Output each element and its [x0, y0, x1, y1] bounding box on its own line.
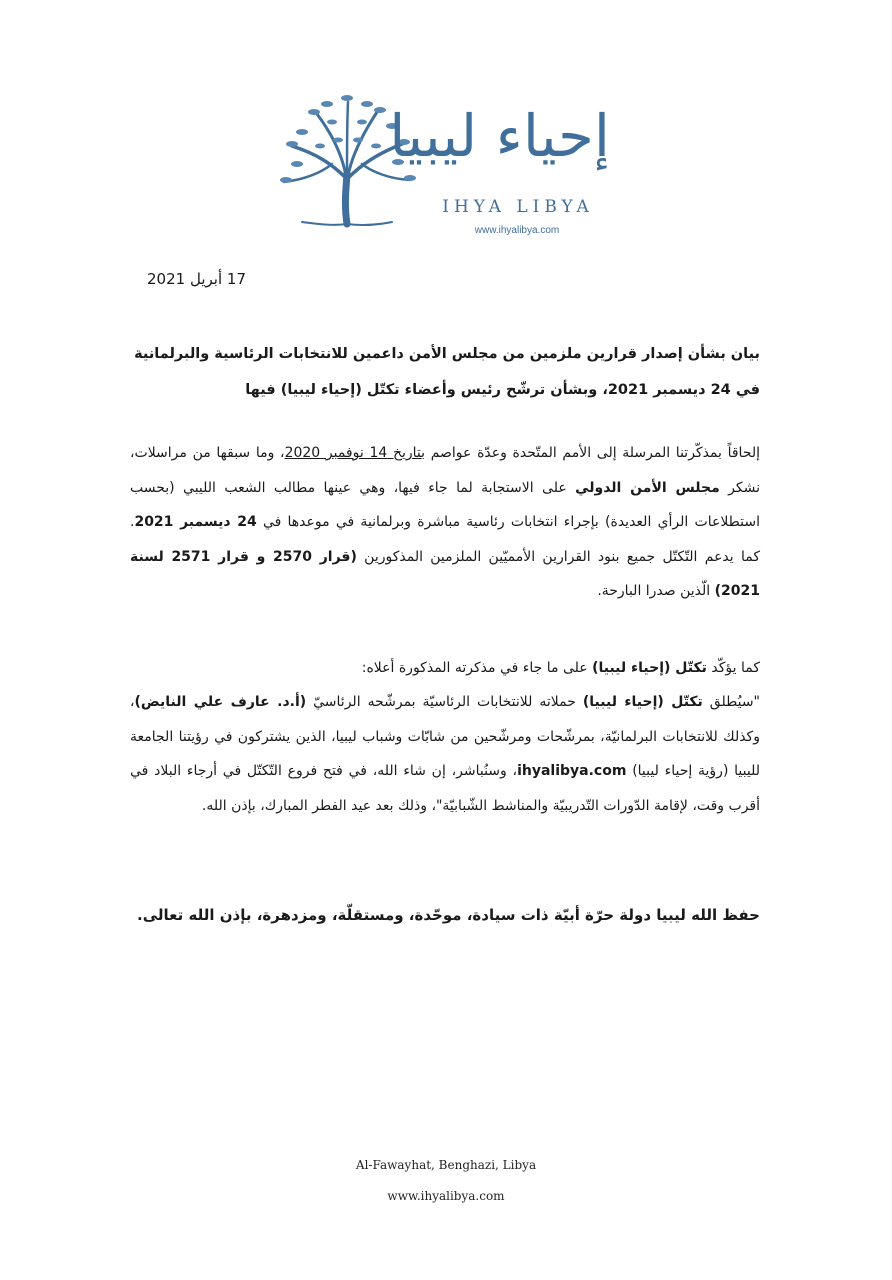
p3-text: "سيُطلق [702, 694, 760, 710]
p1-text: إلحاقاً بمذكّرتنا المرسلة إلى الأمم المتّحدة وعدّة عواصم [425, 445, 761, 461]
p1-date-underlined: بتاريخ 14 نوفمبر 2020 [284, 445, 426, 461]
p1-text: الّذين صدرا البارحة. [597, 583, 715, 599]
p1-election-date: 24 ديسمبر 2021 [134, 514, 257, 530]
p2-text: على ما جاء في مذكرته المذكورة أعلاه: [361, 660, 593, 676]
p3-bloc-name: تكتّل (إحياء ليبيا) [582, 694, 703, 710]
ihya-libya-logo [272, 84, 622, 244]
paragraph-2 [130, 651, 760, 686]
p1-text: ، وما سبقها من مراسلات، نشكر [130, 445, 760, 496]
p3-text: ، وسنُباشر، إن شاء الله، في فتح فروع التّكتّل في أرجاء البلاد في أقرب وقت، لإقامة الدّورات التّدريبيّة والمناشط الشّبابيّة"، وذلك بعد عيد الفطر المبارك، بإذن الله. [130, 763, 760, 814]
logo-arabic-name: إحياء ليبيا [389, 102, 610, 170]
p1-resolutions: (قرار 2570 و قرار 2571 لسنة 2021) [130, 548, 760, 599]
footer-address: Al-Fawayhat, Benghazi, Libya [355, 1158, 537, 1172]
footer-website[interactable]: www.ihyalibya.com [387, 1189, 505, 1203]
closing-statement: حفظ الله ليبيا دولة حرّة أبيّة ذات سيادة، موحّدة، ومستقلّة، ومزدهرة، بإذن الله تعالى. [137, 906, 760, 924]
p3-text: ، وكذلك للانتخابات البرلمانيّة، بمرشّحات ومرشّحين من شابّات وشباب ليبيا، الذين يشتركون في رؤيتنا الجامعة لليبيا (رؤية إحياء ليبيا) [130, 694, 761, 779]
p1-text: على الاستجابة لما جاء فيها، وهي عينها مطالب الشعب الليبي (بحسب استطلاعات الرأي العديدة) بإجراء انتخابات رئاسية مباشرة وبرلمانية في موعدها في [130, 479, 761, 530]
p3-website-link[interactable]: ihyalibya.com [517, 763, 627, 779]
p2-bloc-name: تكتّل (إحياء ليبيا) [592, 660, 707, 676]
letter-date: 17 أبريل 2021 [147, 270, 246, 288]
p3-candidate-name: (أ.د. عارف علي النايض) [134, 694, 307, 710]
logo-url: www.ihyalibya.com [474, 225, 560, 236]
p1-security-council: مجلس الأمن الدولي [575, 479, 720, 496]
p2-text: كما يؤكّد [706, 660, 760, 676]
logo-english-name: IHYA LIBYA [442, 197, 594, 217]
p3-text: حملاته للانتخابات الرئاسيّة بمرشّحه الرئاسيّ [306, 694, 583, 710]
paragraph-1 [130, 436, 760, 609]
statement-title: بيان بشأن إصدار قرارين ملزمين من مجلس الأمن داعمين للانتخابات الرئاسية والبرلمانية في 24 ديسمبر 2021، وبشأن ترشّح رئيس وأعضاء تكتّل (إحياء ليبيا) فيها [134, 346, 760, 398]
p1-text: . كما يدعم التّكتّل جميع بنود القرارين الأمميّين الملزمين المذكورين [130, 514, 760, 565]
paragraph-3 [130, 685, 760, 823]
